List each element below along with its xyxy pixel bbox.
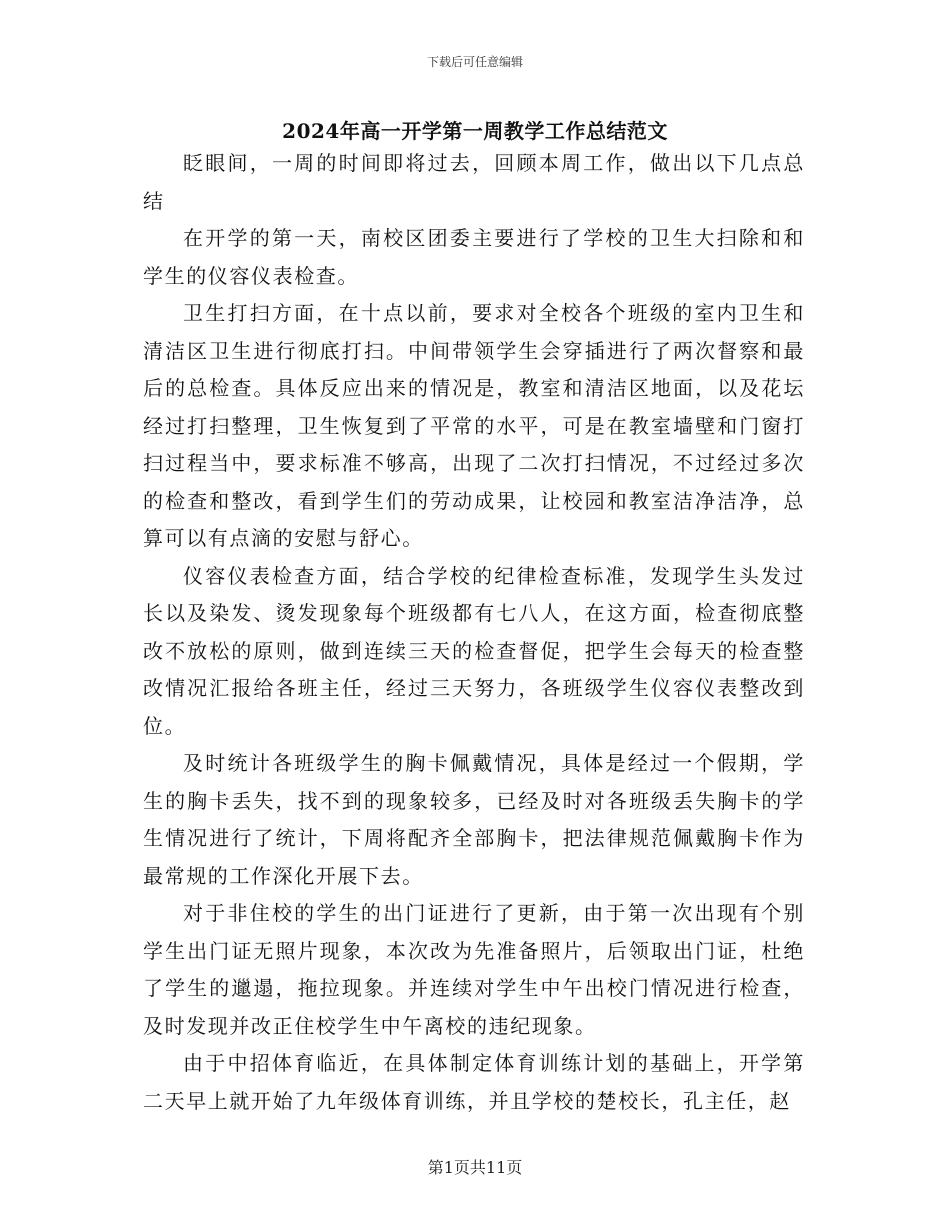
paragraph-exit-permit: 对于非住校的学生的出门证进行了更新，由于第一次出现有个别学生出门证无照片现象，本次改为先准备照片，后领取出门证，杜绝了学生的邋遢，拖拉现象。并连续对学生中午出校门情况进行检查，及时发现并改正住校学生中午离校的违纪现象。 xyxy=(143,901,805,1038)
page-number: 第1页共11页 xyxy=(427,1158,523,1177)
page-header-note: 下载后可任意编辑 xyxy=(426,55,523,69)
paragraph-cleaning: 卫生打扫方面，在十点以前，要求对全校各个班级的室内卫生和清洁区卫生进行彻底打扫。中间带领学生会穿插进行了两次督察和最后的总检查。具体反应出来的情况是，教室和清洁区地面，以及花坛经过打扫整理，卫生恢复到了平常的水平，可是在教室墙壁和门窗打扫过程当中，要求标准不够高，出现了二次打扫情况，不过经过多次的检查和整改，看到学生们的劳动成果，让校园和教室洁净洁净，总算可以有点滴的安慰与舒心。 xyxy=(143,301,805,550)
paragraph-badge-stats: 及时统计各班级学生的胸卡佩戴情况，具体是经过一个假期，学生的胸卡丢失，找不到的现象较多，已经及时对各班级丢失胸卡的学生情况进行了统计，下周将配齐全部胸卡，把法律规范佩戴胸卡作为最常规的工作深化开展下去。 xyxy=(143,751,805,888)
document-title: 2024年高一开学第一周教学工作总结范文 xyxy=(282,119,668,143)
document-body xyxy=(143,145,805,1120)
paragraph-appearance-check: 仪容仪表检查方面，结合学校的纪律检查标准，发现学生头发过长以及染发、烫发现象每个班级都有七八人，在这方面，检查彻底整改不放松的原则，做到连续三天的检查督促，把学生会每天的检查整改情况汇报给各班主任，经过三天努力，各班级学生仪容仪表整改到位。 xyxy=(143,563,805,738)
paragraph-intro: 眨眼间，一周的时间即将过去，回顾本周工作，做出以下几点总结 xyxy=(143,151,805,213)
paragraph-pe-training: 由于中招体育临近，在具体制定体育训练计划的基础上，开学第二天早上就开始了九年级体育训练，并且学校的楚校长，孔主任，赵 xyxy=(143,1051,805,1113)
paragraph-first-day: 在开学的第一天，南校区团委主要进行了学校的卫生大扫除和和学生的仪容仪表检查。 xyxy=(143,226,805,288)
